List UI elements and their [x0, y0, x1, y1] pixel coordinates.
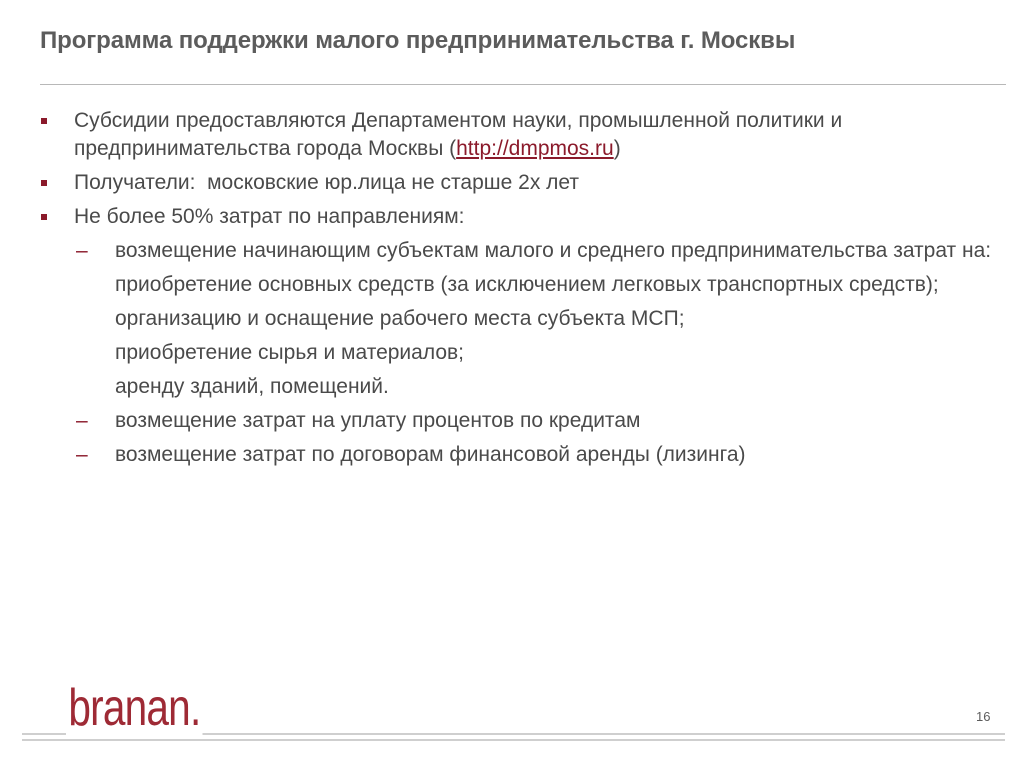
bullet-list	[40, 107, 1000, 475]
bullet-text: Получатели: московские юр.лица не старше 2х лет	[74, 171, 580, 194]
dash-bullet-icon: –	[76, 409, 88, 432]
footer-rule-bottom	[22, 739, 1005, 741]
bullet-item	[40, 107, 1000, 163]
sub-bullet-item	[40, 441, 1000, 469]
slide-title: Программа поддержки малого предпринимательства г. Москвы	[40, 27, 796, 54]
dash-bullet-icon: –	[76, 239, 88, 262]
sub-bullet-text: возмещение затрат по договорам финансовой аренды (лизинга)	[115, 443, 746, 466]
bullet-item	[40, 169, 1000, 197]
title-divider	[40, 84, 1006, 85]
sub-item	[40, 271, 1000, 299]
sub-bullet-item	[40, 407, 1000, 435]
sub-item-text: приобретение сырья и материалов;	[115, 341, 465, 364]
square-bullet-icon	[41, 118, 47, 124]
sub-item	[40, 339, 1000, 367]
bullet-text: Не более 50% затрат по направлениям:	[74, 205, 465, 228]
sub-bullet-text: возмещение затрат на уплату процентов по кредитам	[115, 409, 641, 432]
dmpmos-link[interactable]: http://dmpmos.ru	[456, 137, 614, 160]
sub-bullet-item	[40, 237, 1000, 265]
sub-item-text: аренду зданий, помещений.	[115, 375, 389, 398]
bullet-text-end: )	[613, 137, 621, 160]
bullet-text: Субсидии предоставляются Департаментом науки, промышленной политики и предпринимательства города Москвы (	[74, 109, 843, 160]
square-bullet-icon	[41, 180, 47, 186]
branan-logo: branan.	[66, 677, 203, 739]
page-number: 16	[976, 709, 991, 724]
dash-bullet-icon: –	[76, 443, 88, 466]
sub-bullet-text: возмещение начинающим субъектам малого и среднего предпринимательства затрат на:	[115, 239, 992, 262]
sub-item	[40, 373, 1000, 401]
sub-item-text: приобретение основных средств (за исключением легковых транспортных средств);	[115, 273, 939, 296]
sub-item-text: организацию и оснащение рабочего места субъекта МСП;	[115, 307, 685, 330]
square-bullet-icon	[41, 214, 47, 220]
sub-item	[40, 305, 1000, 333]
bullet-item	[40, 203, 1000, 231]
